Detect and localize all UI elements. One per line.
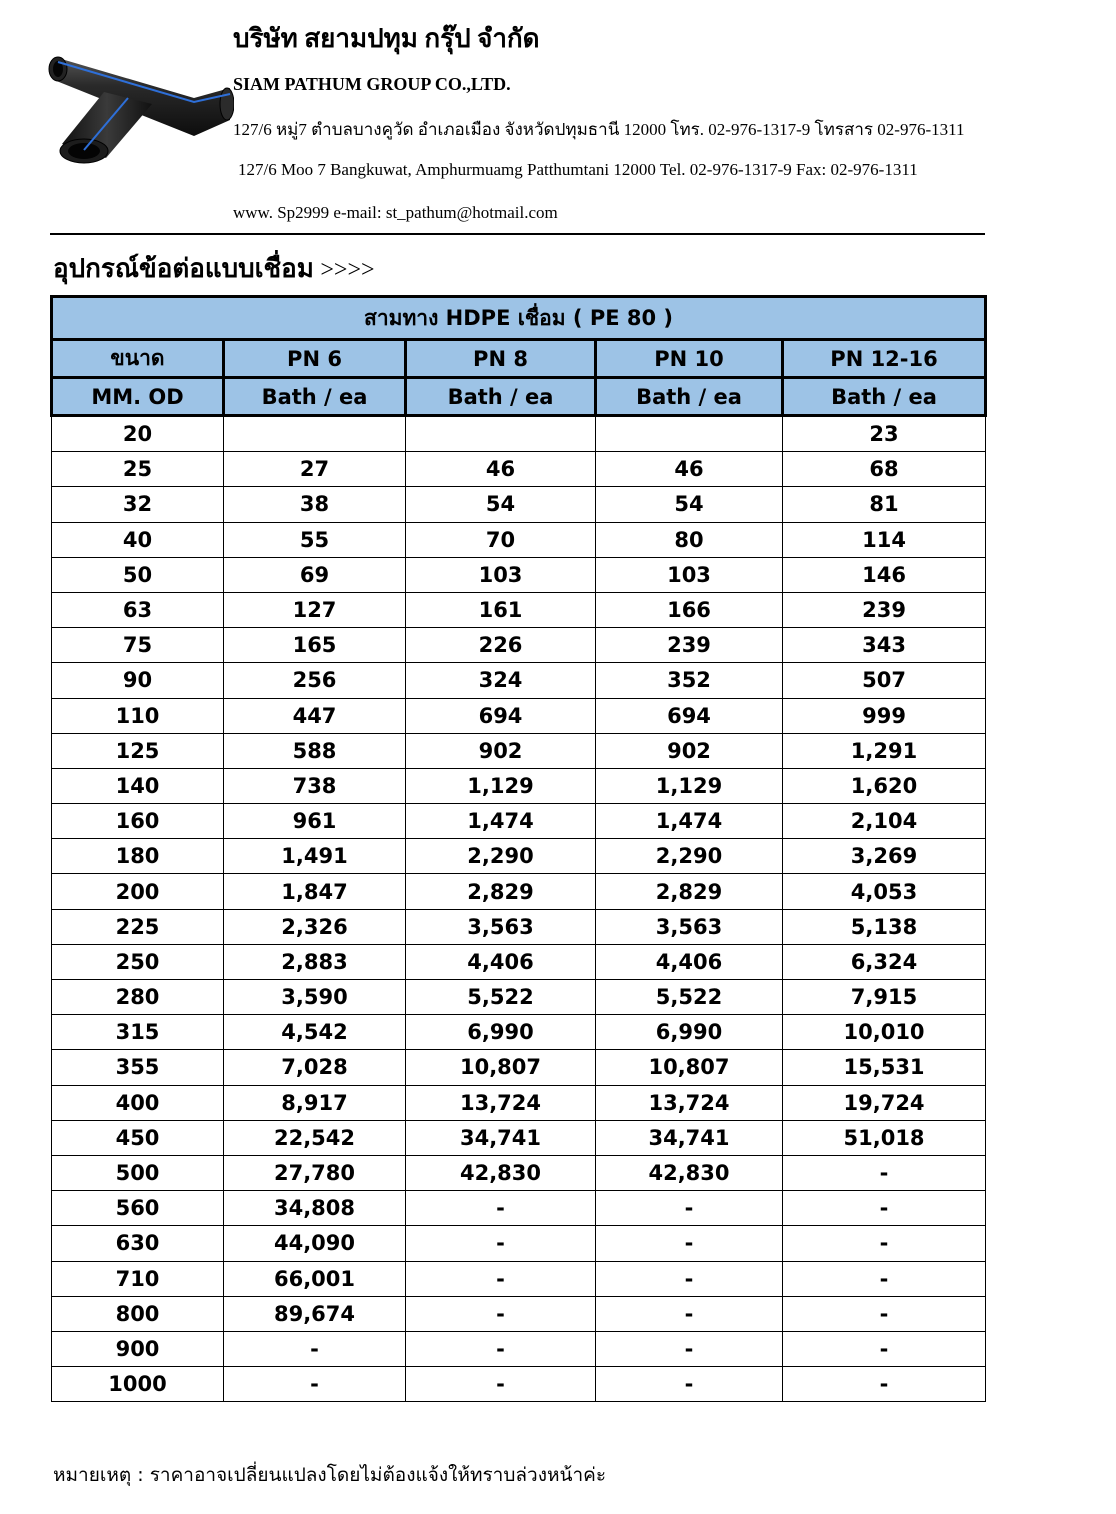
column-subheader: MM. OD (52, 378, 224, 416)
size-cell: 40 (52, 522, 224, 557)
price-cell: 165 (224, 628, 406, 663)
price-cell: 5,138 (783, 909, 986, 944)
price-cell: 4,053 (783, 874, 986, 909)
price-cell: 239 (783, 592, 986, 627)
table-row (52, 1155, 986, 1190)
column-header: ขนาด (52, 340, 224, 378)
price-cell: 961 (224, 804, 406, 839)
size-cell: 710 (52, 1261, 224, 1296)
price-cell: 161 (406, 592, 596, 627)
table-row (52, 698, 986, 733)
price-cell: 1,474 (406, 804, 596, 839)
price-cell: 4,542 (224, 1015, 406, 1050)
header-divider (50, 233, 985, 235)
column-header: PN 8 (406, 340, 596, 378)
price-cell: - (783, 1155, 986, 1190)
price-cell: 226 (406, 628, 596, 663)
address-english: 127/6 Moo 7 Bangkuwat, Amphurmuamg Patthumtani 12000 Tel. 02-976-1317-9 Fax: 02-976-1311 (238, 160, 918, 179)
price-cell: - (596, 1226, 783, 1261)
price-cell: 1,291 (783, 733, 986, 768)
price-cell: 2,326 (224, 909, 406, 944)
price-cell: 13,724 (406, 1085, 596, 1120)
price-cell: 127 (224, 592, 406, 627)
price-cell: - (224, 1331, 406, 1366)
table-row (52, 909, 986, 944)
company-name-english: SIAM PATHUM GROUP CO.,LTD. (233, 74, 511, 94)
price-cell: 2,104 (783, 804, 986, 839)
section-arrows: >>>> (320, 257, 375, 283)
price-cell: 114 (783, 522, 986, 557)
price-cell (596, 416, 783, 452)
size-cell: 32 (52, 487, 224, 522)
section-title: อุปกรณ์ข้อต่อแบบเชื่อม (53, 254, 314, 283)
price-cell: - (406, 1261, 596, 1296)
size-cell: 900 (52, 1331, 224, 1366)
price-cell: 7,915 (783, 980, 986, 1015)
table-row (52, 1296, 986, 1331)
price-cell: 902 (406, 733, 596, 768)
price-cell: - (783, 1367, 986, 1402)
price-cell: 19,724 (783, 1085, 986, 1120)
price-cell: 34,808 (224, 1191, 406, 1226)
size-cell: 355 (52, 1050, 224, 1085)
size-cell: 75 (52, 628, 224, 663)
price-cell: 103 (596, 557, 783, 592)
price-cell: 738 (224, 768, 406, 803)
table-row (52, 1191, 986, 1226)
price-cell: 343 (783, 628, 986, 663)
size-cell: 280 (52, 980, 224, 1015)
price-cell: 694 (596, 698, 783, 733)
price-cell: 46 (406, 452, 596, 487)
price-cell: 89,674 (224, 1296, 406, 1331)
price-cell: 1,491 (224, 839, 406, 874)
price-cell: 239 (596, 628, 783, 663)
price-cell: 3,563 (406, 909, 596, 944)
price-cell: 34,741 (596, 1120, 783, 1155)
price-cell: 1,474 (596, 804, 783, 839)
table-row (52, 1226, 986, 1261)
price-cell: 15,531 (783, 1050, 986, 1085)
price-cell: 324 (406, 663, 596, 698)
price-cell: 999 (783, 698, 986, 733)
table-row (52, 733, 986, 768)
size-cell: 160 (52, 804, 224, 839)
price-cell: 55 (224, 522, 406, 557)
column-subheader: Bath / ea (224, 378, 406, 416)
table-row (52, 416, 986, 452)
company-name-thai: บริษัท สยามปทุม กรุ๊ป จำกัด (233, 24, 540, 53)
table-row (52, 452, 986, 487)
price-cell: 80 (596, 522, 783, 557)
column-header: PN 6 (224, 340, 406, 378)
table-row (52, 1085, 986, 1120)
price-cell: 2,829 (596, 874, 783, 909)
table-row (52, 522, 986, 557)
size-cell: 225 (52, 909, 224, 944)
size-cell: 450 (52, 1120, 224, 1155)
price-cell: 10,807 (596, 1050, 783, 1085)
price-cell: - (406, 1191, 596, 1226)
section-heading (53, 248, 375, 289)
price-cell: 13,724 (596, 1085, 783, 1120)
price-cell: 588 (224, 733, 406, 768)
price-cell: 22,542 (224, 1120, 406, 1155)
size-cell: 180 (52, 839, 224, 874)
table-row (52, 839, 986, 874)
size-cell: 800 (52, 1296, 224, 1331)
price-cell: - (596, 1191, 783, 1226)
table-row (52, 874, 986, 909)
price-cell: - (596, 1331, 783, 1366)
price-cell: - (783, 1296, 986, 1331)
size-cell: 20 (52, 416, 224, 452)
price-cell: 166 (596, 592, 783, 627)
table-row (52, 628, 986, 663)
price-cell: 27 (224, 452, 406, 487)
size-cell: 630 (52, 1226, 224, 1261)
price-cell: 7,028 (224, 1050, 406, 1085)
price-cell: 447 (224, 698, 406, 733)
table-row (52, 980, 986, 1015)
table-title: สามทาง HDPE เชื่อม ( PE 80 ) (52, 297, 986, 340)
price-cell: 42,830 (406, 1155, 596, 1190)
price-cell: 103 (406, 557, 596, 592)
price-cell: - (406, 1367, 596, 1402)
price-cell: 2,290 (596, 839, 783, 874)
price-cell: 27,780 (224, 1155, 406, 1190)
price-cell: 3,563 (596, 909, 783, 944)
price-cell: 694 (406, 698, 596, 733)
size-cell: 125 (52, 733, 224, 768)
price-cell: 1,129 (596, 768, 783, 803)
column-header: PN 10 (596, 340, 783, 378)
size-cell: 560 (52, 1191, 224, 1226)
price-cell: 42,830 (596, 1155, 783, 1190)
table-row (52, 1015, 986, 1050)
hdpe-tee-fitting-icon (44, 40, 234, 170)
table-row (52, 592, 986, 627)
table-row (52, 804, 986, 839)
size-cell: 140 (52, 768, 224, 803)
price-cell: 1,129 (406, 768, 596, 803)
price-cell: 1,620 (783, 768, 986, 803)
table-row (52, 663, 986, 698)
price-cell: 4,406 (406, 944, 596, 979)
price-cell: 44,090 (224, 1226, 406, 1261)
price-cell: 1,847 (224, 874, 406, 909)
price-cell: - (596, 1261, 783, 1296)
price-cell: 5,522 (596, 980, 783, 1015)
size-cell: 90 (52, 663, 224, 698)
size-cell: 315 (52, 1015, 224, 1050)
price-cell: - (783, 1191, 986, 1226)
price-cell: 902 (596, 733, 783, 768)
price-cell: - (596, 1296, 783, 1331)
size-cell: 250 (52, 944, 224, 979)
price-cell (224, 416, 406, 452)
column-subheader: Bath / ea (596, 378, 783, 416)
price-cell: 352 (596, 663, 783, 698)
column-header: PN 12-16 (783, 340, 986, 378)
price-cell: - (406, 1296, 596, 1331)
price-cell: 146 (783, 557, 986, 592)
price-cell: 507 (783, 663, 986, 698)
table-row (52, 1367, 986, 1402)
price-cell: 2,290 (406, 839, 596, 874)
price-cell: 10,807 (406, 1050, 596, 1085)
price-cell: - (783, 1226, 986, 1261)
price-cell: 5,522 (406, 980, 596, 1015)
price-cell: - (783, 1261, 986, 1296)
website-email: www. Sp2999 e-mail: st_pathum@hotmail.com (233, 203, 558, 222)
column-subheader: Bath / ea (783, 378, 986, 416)
price-cell: - (406, 1331, 596, 1366)
size-cell: 1000 (52, 1367, 224, 1402)
size-cell: 500 (52, 1155, 224, 1190)
price-cell: 38 (224, 487, 406, 522)
size-cell: 110 (52, 698, 224, 733)
table-row (52, 1050, 986, 1085)
price-cell: 256 (224, 663, 406, 698)
price-cell: 2,883 (224, 944, 406, 979)
price-cell: 10,010 (783, 1015, 986, 1050)
address-thai: 127/6 หมู่7 ตำบลบางคูวัด อำเภอเมือง จังหวัดปทุมธานี 12000 โทร. 02-976-1317-9 โทรสาร 02-976-1311 (233, 120, 965, 139)
price-cell: - (406, 1226, 596, 1261)
price-cell: 6,990 (596, 1015, 783, 1050)
price-note: หมายเหตุ : ราคาอาจเปลี่ยนแปลงโดยไม่ต้องแจ้งให้ทราบล่วงหน้าค่ะ (53, 1464, 607, 1486)
size-cell: 200 (52, 874, 224, 909)
price-cell: 2,829 (406, 874, 596, 909)
table-row (52, 1331, 986, 1366)
price-cell (406, 416, 596, 452)
price-cell: - (596, 1367, 783, 1402)
price-table (50, 295, 987, 1402)
price-cell: 3,590 (224, 980, 406, 1015)
price-cell: 8,917 (224, 1085, 406, 1120)
price-cell: 68 (783, 452, 986, 487)
table-row (52, 557, 986, 592)
price-cell: 51,018 (783, 1120, 986, 1155)
price-cell: 54 (406, 487, 596, 522)
size-cell: 50 (52, 557, 224, 592)
table-row (52, 1120, 986, 1155)
price-cell: 6,990 (406, 1015, 596, 1050)
price-cell: 66,001 (224, 1261, 406, 1296)
table-row (52, 768, 986, 803)
price-cell: 3,269 (783, 839, 986, 874)
table-row (52, 487, 986, 522)
price-cell: 69 (224, 557, 406, 592)
price-cell: 23 (783, 416, 986, 452)
price-cell: - (783, 1331, 986, 1366)
price-cell: 4,406 (596, 944, 783, 979)
price-cell: 70 (406, 522, 596, 557)
price-cell: 54 (596, 487, 783, 522)
price-cell: - (224, 1367, 406, 1402)
size-cell: 400 (52, 1085, 224, 1120)
price-cell: 6,324 (783, 944, 986, 979)
table-row (52, 944, 986, 979)
size-cell: 25 (52, 452, 224, 487)
price-cell: 81 (783, 487, 986, 522)
price-cell: 34,741 (406, 1120, 596, 1155)
size-cell: 63 (52, 592, 224, 627)
price-cell: 46 (596, 452, 783, 487)
column-subheader: Bath / ea (406, 378, 596, 416)
table-row (52, 1261, 986, 1296)
